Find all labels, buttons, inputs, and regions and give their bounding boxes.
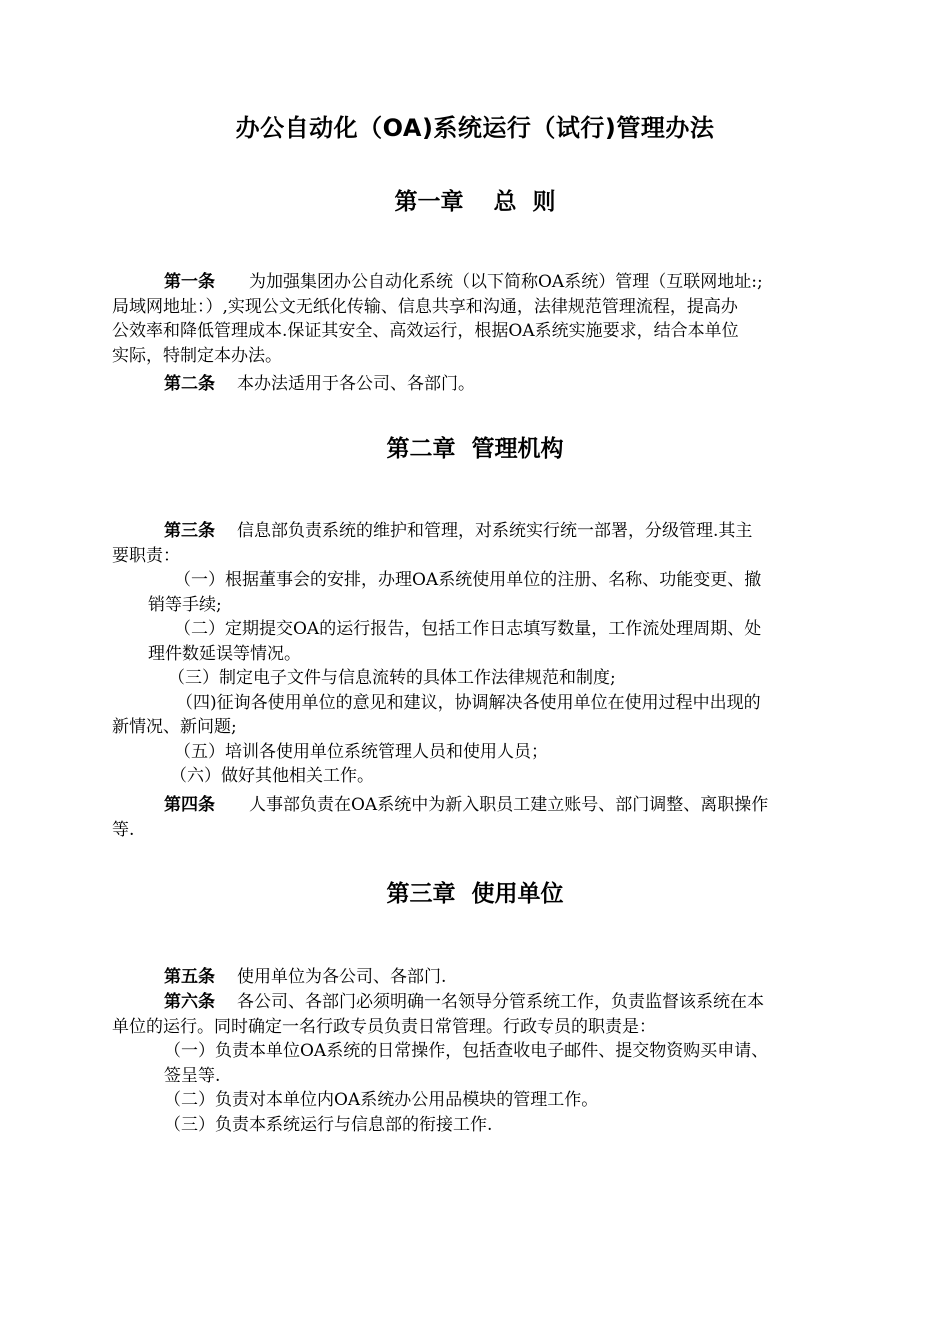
article-5 [112, 965, 840, 990]
article-text: 公效率和降低管理成本.保证其安全、高效运行，根据OA系统实施要求，结合本单位 [112, 321, 739, 341]
list-item: （二）负责对本单位内OA系统办公用品模块的管理工作。 [164, 1090, 599, 1110]
list-item: 新情况、新问题; [112, 717, 237, 737]
article-text: 信息部负责系统的维护和管理，对系统实行统一部署，分级管理.其主 [237, 521, 753, 541]
article-text: 等. [112, 819, 135, 840]
article-text: 为加强集团办公自动化系统（以下简称OA系统）管理（互联网地址:; [249, 272, 763, 292]
list-item: 签呈等. [164, 1065, 221, 1086]
article-label: 第六条 [164, 992, 215, 1012]
article-label: 第四条 [164, 795, 215, 815]
article-3 [112, 519, 840, 789]
list-item: （一）负责本单位OA系统的日常操作，包括查收电子邮件、提交物资购买申请、 [164, 1041, 769, 1061]
document-title: 办公自动化（OA)系统运行（试行)管理办法 [235, 114, 715, 142]
chapter-heading-1 [0, 183, 950, 216]
chapter-name: 管理机构 [471, 436, 564, 462]
chapter-name: 使用单位 [471, 881, 564, 907]
list-item: （六）做好其他相关工作。 [170, 766, 374, 786]
article-label: 第五条 [164, 967, 215, 987]
list-item: 销等手续; [148, 594, 222, 615]
article-text: 单位的运行。同时确定一名行政专员负责日常管理。行政专员的职责是： [112, 1016, 656, 1037]
article-6 [112, 990, 840, 1137]
list-item: （四)征询各使用单位的意见和建议，协调解决各使用单位在使用过程中出现的 [176, 692, 761, 713]
article-text: 人事部负责在OA系统中为新入职员工建立账号、部门调整、离职操作 [249, 795, 769, 815]
list-item: （三）负责本系统运行与信息部的衔接工作. [164, 1114, 493, 1135]
article-text: 实际，特制定本办法。 [112, 345, 282, 366]
chapter-number: 第三章 [386, 881, 456, 907]
article-label: 第二条 [164, 374, 215, 394]
article-4 [112, 793, 840, 842]
article-text: 要职责： [112, 545, 180, 566]
article-text: 各公司、各部门必须明确一名领导分管系统工作，负责监督该系统在本 [237, 992, 764, 1012]
list-item: 理件数延误等情况。 [148, 643, 301, 664]
chapter-heading-2 [0, 430, 950, 463]
article-1 [112, 270, 840, 368]
article-text: 本办法适用于各公司、各部门。 [237, 374, 475, 394]
list-item: （五）培训各使用单位系统管理人员和使用人员； [174, 741, 548, 762]
article-text: 使用单位为各公司、各部门. [237, 967, 447, 987]
article-text: 局域网地址：）,实现公文无纸化传输、信息共享和沟通，法律规范管理流程，提高办 [112, 296, 738, 317]
article-label: 第一条 [164, 272, 215, 292]
list-item: （三）制定电子文件与信息流转的具体工作法律规范和制度; [168, 668, 616, 688]
chapter-number: 第一章 [394, 189, 464, 215]
article-label: 第三条 [164, 521, 215, 541]
chapter-number: 第二章 [386, 436, 456, 462]
list-item: （一）根据董事会的安排，办理OA系统使用单位的注册、名称、功能变更、撤 [174, 570, 762, 590]
article-2 [112, 372, 840, 397]
chapter-heading-3 [0, 875, 950, 908]
list-item: （二）定期提交OA的运行报告，包括工作日志填写数量，工作流处理周期、处 [174, 619, 762, 639]
chapter-name: 总 则 [493, 189, 556, 215]
